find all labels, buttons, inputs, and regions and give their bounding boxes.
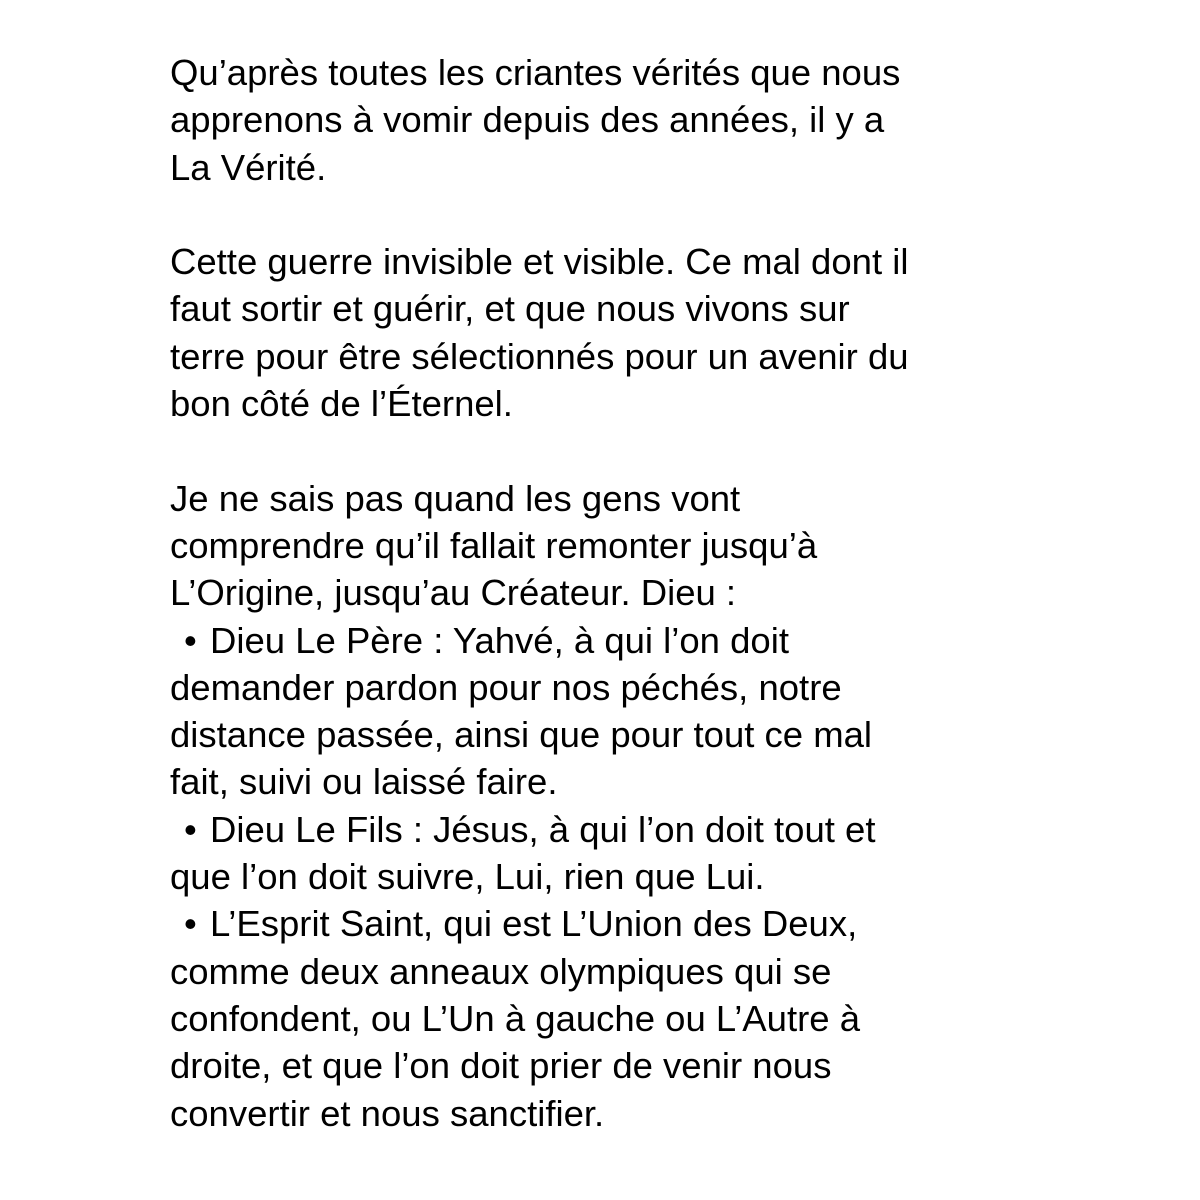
list-item-text: Dieu Le Fils : Jésus, à qui l’on doit tout et: [210, 808, 876, 850]
list-item-first-line: [170, 900, 1050, 947]
list-item-son: [170, 806, 1050, 901]
text-line: fait, suivi ou laissé faire.: [170, 761, 558, 803]
paragraph-2: [170, 238, 1050, 427]
text-line: faut sortir et guérir, et que nous vivons sur: [170, 288, 850, 330]
paragraph-spacer: [170, 191, 1050, 238]
text-line: bon côté de l’Éternel.: [170, 383, 513, 425]
bullet-icon: •: [184, 619, 197, 661]
list-item-father: [170, 617, 1050, 806]
text-line: demander pardon pour nos péchés, notre: [170, 666, 842, 708]
paragraph-spacer: [170, 427, 1050, 474]
list-item-spirit: [170, 900, 1050, 1136]
text-line: que l’on doit suivre, Lui, rien que Lui.: [170, 856, 765, 898]
list-item-first-line: [170, 806, 1050, 853]
text-line: comme deux anneaux olympiques qui se: [170, 950, 832, 992]
list-item-text: L’Esprit Saint, qui est L’Union des Deux,: [210, 903, 858, 945]
paragraph-1: [170, 49, 1050, 191]
bullet-icon: •: [184, 903, 197, 945]
note-body: [170, 49, 1050, 1137]
list-item-first-line: [170, 617, 1050, 664]
text-line: distance passée, ainsi que pour tout ce mal: [170, 714, 873, 756]
text-line: comprendre qu’il fallait remonter jusqu’à: [170, 524, 818, 566]
text-line: droite, et que l’on doit prier de venir nous: [170, 1045, 832, 1087]
text-line: Qu’après toutes les criantes vérités que nous: [170, 52, 901, 93]
text-line: Je ne sais pas quand les gens vont: [170, 477, 741, 519]
bullet-icon: •: [184, 808, 197, 850]
text-line: L’Origine, jusqu’au Créateur. Dieu :: [170, 572, 737, 614]
text-line: Cette guerre invisible et visible. Ce mal dont il: [170, 241, 909, 283]
text-line: confondent, ou L’Un à gauche ou L’Autre à: [170, 997, 860, 1039]
paragraph-3: [170, 475, 1050, 617]
list-item-text: Dieu Le Père : Yahvé, à qui l’on doit: [210, 619, 789, 661]
bullet-list: [170, 617, 1050, 1137]
text-line: terre pour être sélectionnés pour un avenir du: [170, 335, 909, 377]
text-line: La Vérité.: [170, 146, 327, 188]
text-line: apprenons à vomir depuis des années, il y a: [170, 99, 885, 141]
text-line: convertir et nous sanctifier.: [170, 1092, 605, 1134]
